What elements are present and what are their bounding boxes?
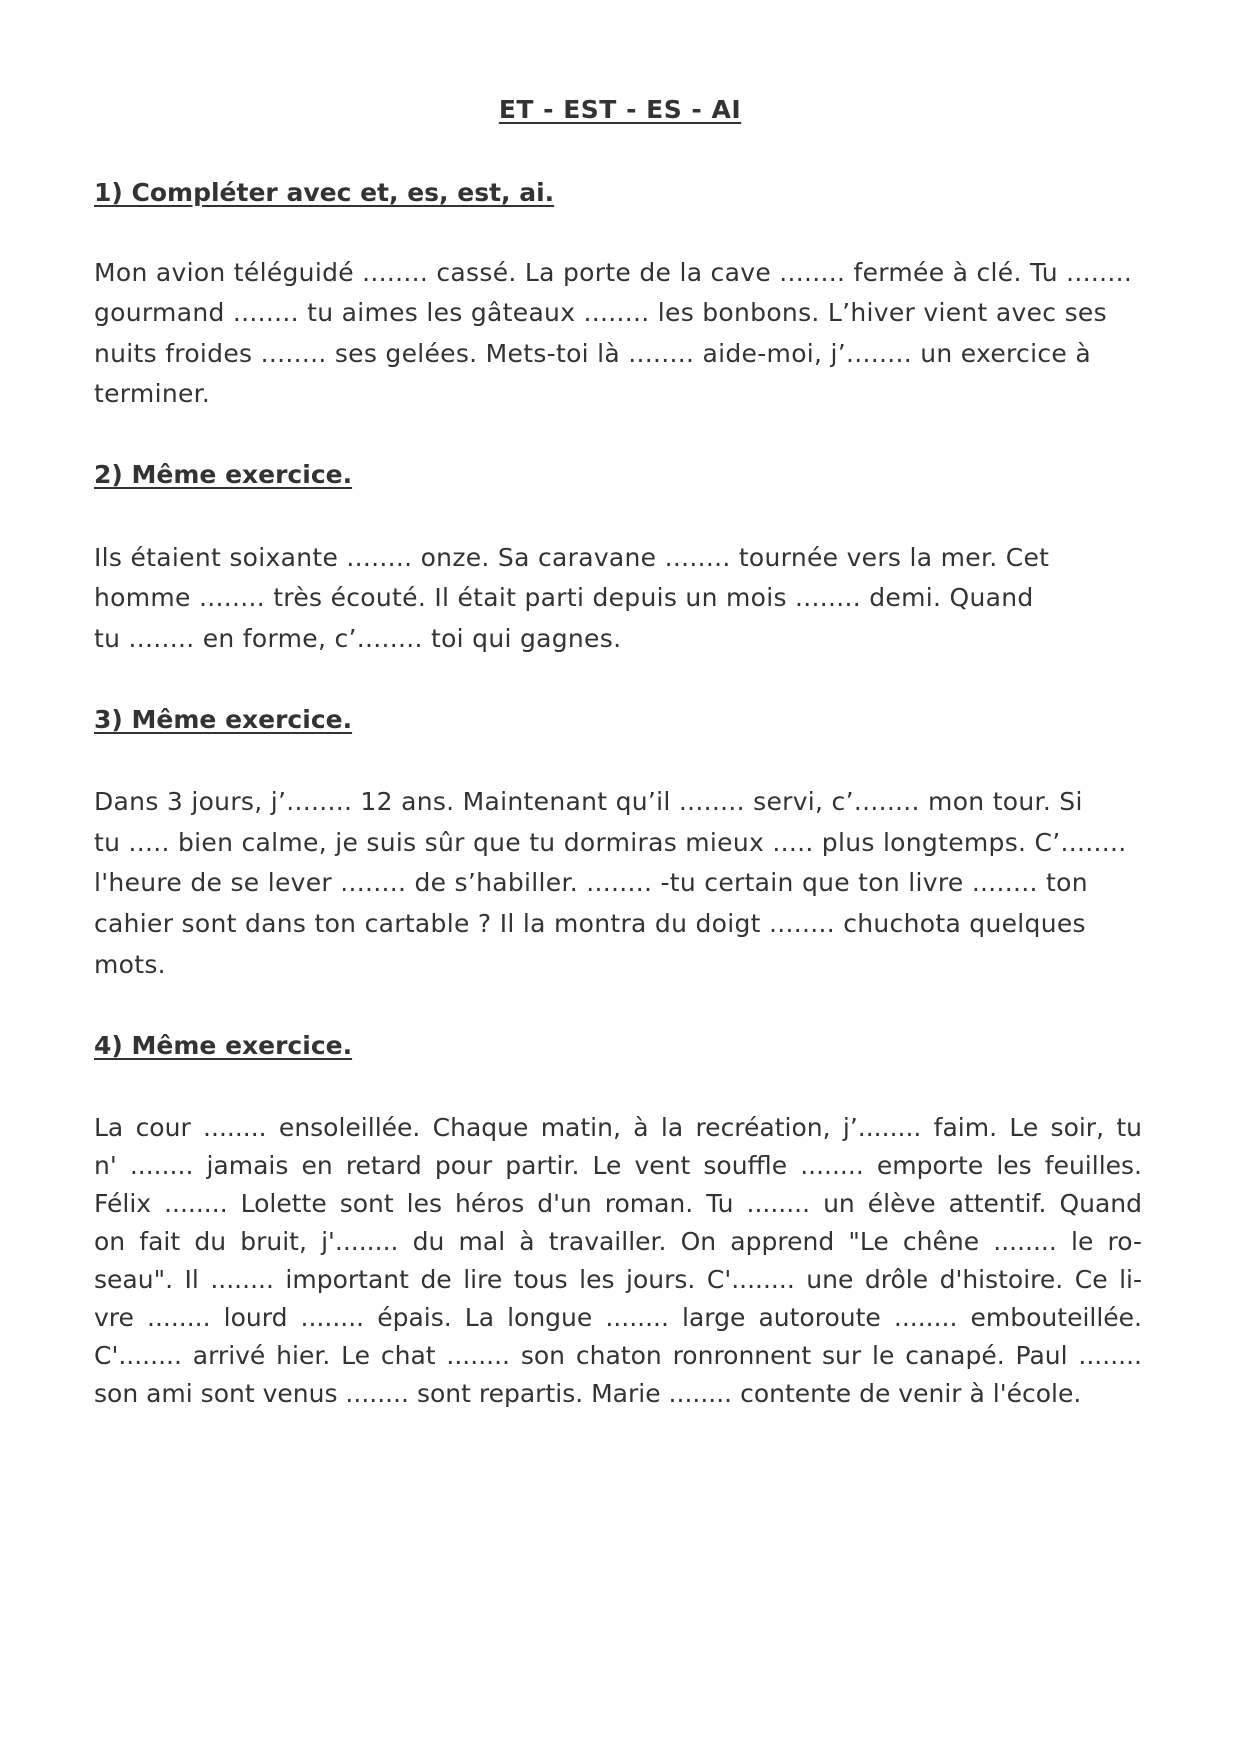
exercise-2-line: Ils étaient soixante ........ onze. Sa caravane ........ tournée vers la mer. Cet [94,543,1050,572]
exercise-1-line: nuits froides ........ ses gelées. Mets-toi là ........ aide-moi, j’........ un exercice à [94,339,1091,368]
exercise-4-line: seau". Il ........ important de lire tous les jours. C'........ une drôle d'histoire. Ce li- [94,1265,1142,1294]
exercise-1-heading: 1) Compléter avec et, es, est, ai. [94,178,555,207]
exercise-2-line: homme ........ très écouté. Il était parti depuis un mois ........ demi. Quand [94,583,1034,612]
exercise-4-line: son ami sont venus ........ sont repartis. Marie ........ contente de venir à l'école. [94,1379,1082,1408]
exercise-4-line: vre ........ lourd ........ épais. La longue ........ large autoroute ........ embouteillée. [94,1303,1142,1332]
exercise-4-line: La cour ........ ensoleillée. Chaque matin, à la recréation, j’........ faim. Le soir, tu [94,1113,1142,1142]
exercise-2-heading: 2) Même exercice. [94,460,353,489]
exercise-1-line: Mon avion téléguidé ........ cassé. La porte de la cave ........ fermée à clé. Tu ........ [94,258,1133,287]
exercise-1-line: terminer. [94,379,211,408]
exercise-3-heading: 3) Même exercice. [94,705,353,734]
exercise-3-line: Dans 3 jours, j’........ 12 ans. Maintenant qu’il ........ servi, c’........ mon tour. Si [94,787,1083,816]
exercise-4-heading: 4) Même exercice. [94,1031,353,1060]
exercise-3-line: cahier sont dans ton cartable ? Il la montra du doigt ........ chuchota quelques [94,909,1086,938]
exercise-4-line: Félix ........ Lolette sont les héros d'un roman. Tu ........ un élève attentif. Quand [94,1189,1142,1218]
exercise-4-line: n' ........ jamais en retard pour partir. Le vent souffle ........ emporte les feuilles. [94,1151,1142,1180]
exercise-1-line: gourmand ........ tu aimes les gâteaux ........ les bonbons. L’hiver vient avec ses [94,298,1107,327]
exercise-3-line: l'heure de se lever ........ de s’habiller. ........ -tu certain que ton livre ........ ton [94,868,1088,897]
worksheet-title: ET - EST - ES - AI [498,95,742,124]
exercise-3-line: tu ..... bien calme, je suis sûr que tu dormiras mieux ..... plus longtemps. C’........ [94,828,1127,857]
exercise-4-line: C'........ arrivé hier. Le chat ........ son chaton ronronnent sur le canapé. Paul ........ [94,1341,1142,1370]
exercise-2-line: tu ........ en forme, c’........ toi qui gagnes. [94,624,622,653]
exercise-3-line: mots. [94,950,166,979]
exercise-4-line: on fait du bruit, j'........ du mal à travailler. On apprend "Le chêne ........ le ro- [94,1227,1142,1256]
